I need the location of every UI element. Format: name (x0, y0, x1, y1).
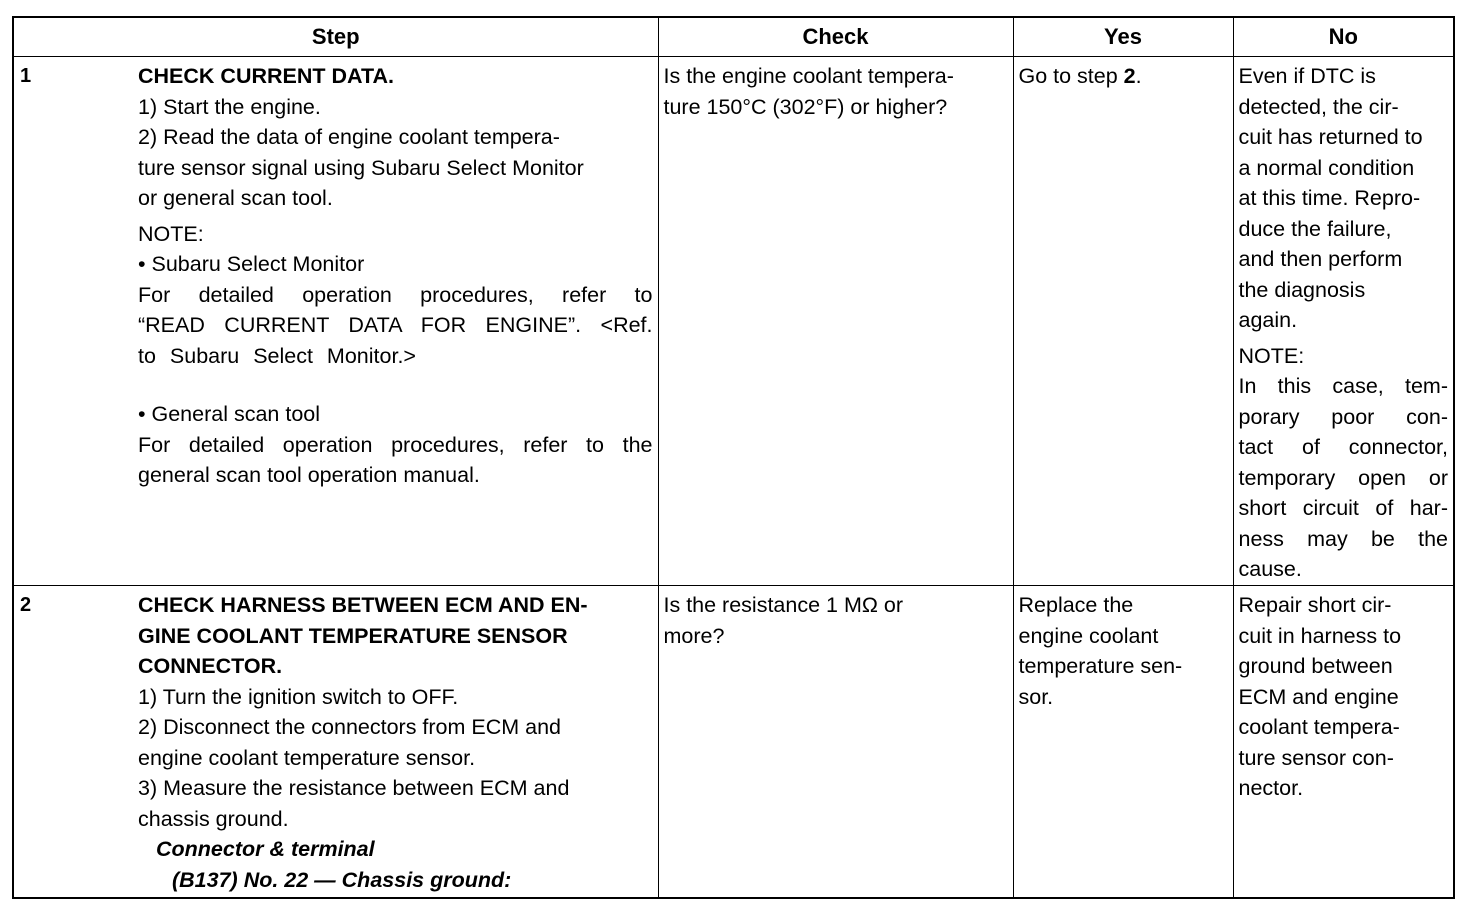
step-cell (13, 586, 658, 899)
header-yes: Yes (1013, 17, 1233, 57)
no-line: cuit has returned to (1238, 125, 1423, 149)
step-line: 1) Start the engine. (138, 94, 321, 119)
no-note-line: tact of connector, (1238, 435, 1448, 459)
table-header-row (13, 17, 1454, 57)
spec-value: (B137) No. 22 — Chassis ground: (172, 867, 512, 892)
yes-cell (1013, 57, 1233, 586)
check-line: Is the engine coolant tempera- (663, 64, 954, 88)
no-line: duce the failure, (1238, 216, 1392, 241)
no-line: the diagnosis (1238, 277, 1366, 302)
no-note-line: cause. (1238, 557, 1302, 581)
check-line: ture 150°C (302°F) or higher? (663, 94, 948, 119)
no-line: ECM and engine (1238, 684, 1399, 709)
header-no: No (1233, 17, 1454, 57)
note-text: For detailed operation procedures, refer to the (138, 432, 653, 457)
no-line: cuit in harness to (1238, 623, 1402, 648)
diagnostic-table (12, 16, 1455, 899)
header-step: Step (13, 17, 658, 57)
yes-line: engine coolant (1018, 623, 1159, 648)
check-line: more? (663, 623, 725, 648)
no-line: Even if DTC is (1238, 64, 1376, 88)
step-line: chassis ground. (138, 806, 289, 831)
check-line: Is the resistance 1 MΩ or (663, 593, 904, 617)
no-line: ture sensor con- (1238, 745, 1394, 770)
step-body (14, 57, 658, 491)
note-text: For detailed operation procedures, refer to (138, 282, 653, 307)
step-line: or general scan tool. (138, 186, 333, 210)
no-line: at this time. Repro- (1238, 186, 1421, 210)
note-bullet: • Subaru Select Monitor (138, 252, 365, 276)
no-line: and then perform (1238, 247, 1403, 271)
step-body (14, 586, 658, 895)
no-line: again. (1238, 308, 1298, 332)
header-check: Check (658, 17, 1013, 57)
yes-cell (1013, 586, 1233, 899)
yes-line: Replace the (1018, 593, 1134, 617)
no-line: detected, the cir- (1238, 94, 1399, 119)
no-line: Repair short cir- (1238, 593, 1392, 617)
yes-line: temperature sen- (1018, 654, 1183, 678)
note-text: “READ CURRENT DATA FOR ENGINE”. <Ref. (138, 313, 653, 337)
step-line: 2) Disconnect the connectors from ECM and (138, 715, 562, 739)
step-number: 1 (20, 65, 32, 87)
step-number: 2 (20, 594, 32, 616)
step-line: ture sensor signal using Subaru Select Monitor (138, 155, 584, 180)
no-cell (1233, 57, 1454, 586)
step-title: GINE COOLANT TEMPERATURE SENSOR (138, 623, 568, 648)
table-row (13, 57, 1454, 586)
no-note-line: temporary open or (1238, 465, 1448, 490)
step-line: 2) Read the data of engine coolant tempera- (138, 125, 560, 149)
no-note-label: NOTE: (1238, 343, 1305, 368)
no-line: a normal condition (1238, 155, 1415, 180)
note-label: NOTE: (138, 221, 204, 246)
step-line: 3) Measure the resistance between ECM and (138, 776, 570, 800)
step-title: CHECK HARNESS BETWEEN ECM AND EN- (138, 593, 588, 617)
step-title: CHECK CURRENT DATA. (138, 64, 394, 88)
table-row (13, 586, 1454, 899)
step-cell (13, 57, 658, 586)
no-line: nector. (1238, 776, 1304, 800)
check-cell (658, 586, 1013, 899)
no-note-line: porary poor con- (1238, 404, 1448, 429)
note-text: general scan tool operation manual. (138, 463, 480, 487)
check-cell (658, 57, 1013, 586)
note-bullet: • General scan tool (138, 402, 321, 426)
yes-line: sor. (1018, 684, 1054, 709)
no-line: ground between (1238, 654, 1393, 678)
no-note-line: short circuit of har- (1238, 496, 1448, 520)
note-text: to Subaru Select Monitor.> (138, 343, 416, 368)
no-note-line: ness may be the (1238, 526, 1448, 551)
step-title: CONNECTOR. (138, 654, 283, 678)
no-line: coolant tempera- (1238, 715, 1400, 739)
no-cell (1233, 586, 1454, 899)
yes-step-ref: 2 (1123, 64, 1136, 88)
no-note-line: In this case, tem- (1238, 374, 1448, 398)
spec-label: Connector & terminal (156, 837, 375, 861)
yes-text: Go to step 2. (1018, 64, 1142, 88)
step-line: engine coolant temperature sensor. (138, 745, 476, 770)
step-line: 1) Turn the ignition switch to OFF. (138, 684, 459, 709)
